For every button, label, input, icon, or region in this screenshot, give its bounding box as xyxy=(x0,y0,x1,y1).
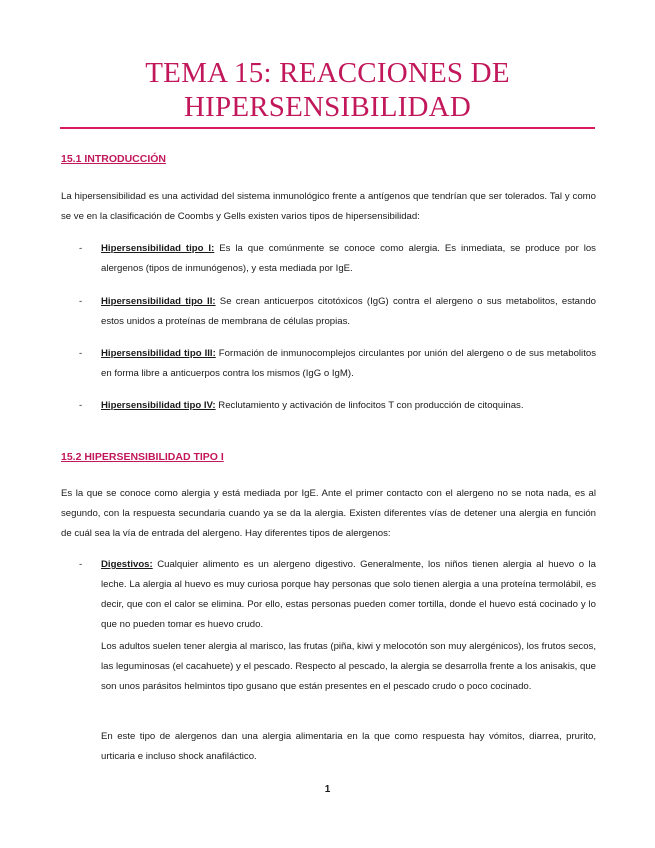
title-divider xyxy=(60,127,595,129)
title-line-2: HIPERSENSIBILIDAD xyxy=(184,91,471,123)
bullet-dash: - xyxy=(79,559,83,570)
term-type-4: Hipersensibilidad tipo IV: xyxy=(101,400,216,411)
digestivos-para-2-text: Los adultos suelen tener alergia al marisco, las frutas (piña, kiwi y melocotón son muy alergénicos), los frutos secos, las leguminosas (el cacahuete) y el pescado. Respecto al pescado, la alergia se desarrolla frente a los anisakis, que son unos parásitos helmintos tipo gusano que están presentes en el pescado crudo o poco cocinado. xyxy=(101,641,596,692)
title-line-1: TEMA 15: REACCIONES DE xyxy=(145,57,510,89)
desc-type-4: Reclutamiento y activación de linfocitos T con producción de citoquinas. xyxy=(215,400,524,411)
page-title xyxy=(0,56,655,124)
desc-type-2: Se crean anticuerpos citotóxicos (IgG) contra el alergeno o sus metabolitos, estando estos unidos a proteínas de membrana de células propias. xyxy=(101,296,597,327)
desc-digestivos: Cualquier alimento es un alergeno digestivo. Generalmente, los niños tienen alergia al huevo o la leche. La alergia al huevo es muy curiosa porque hay personas que solo tienen alergia a una proteína termolábil, es decir, que con el calor se elimina. Por ello, estas personas pueden comer tortilla, donde el huevo está cocinado y lo que no pueden tomar es huevo crudo. xyxy=(101,559,596,630)
section-2-intro: Es la que se conoce como alergia y está mediada por IgE. Ante el primer contacto con el alergeno no se nota nada, es al segundo, con la respuesta secundaria cuando ya se da la alergia. Existen diferentes vías de detener una alergia en función de cuál sea la vía de entrada del alergeno. Hay diferentes tipos de alergenos: xyxy=(61,488,596,539)
term-digestivos: Digestivos: xyxy=(101,559,153,570)
page-number: 1 xyxy=(324,784,331,795)
bullet-dash: - xyxy=(79,348,83,359)
section-1-intro: La hipersensibilidad es una actividad del sistema inmunológico frente a antígenos que tendrían que ser tolerados. Tal y como se ve en la clasificación de Coombs y Gells existen varios tipos de hipersensibilidad: xyxy=(61,191,596,222)
term-type-1: Hipersensibilidad tipo I: xyxy=(101,243,215,254)
desc-type-3: Formación de inmunocomplejos circulantes por unión del alergeno o de sus metabolitos en forma libre a anticuerpos contra los mismos (IgG o IgM). xyxy=(101,348,596,379)
bullet-dash: - xyxy=(79,243,83,254)
section-2-heading: 15.2 HIPERSENSIBILIDAD TIPO I xyxy=(61,451,224,463)
term-type-2: Hipersensibilidad tipo II: xyxy=(101,296,216,307)
bullet-dash: - xyxy=(79,400,83,411)
section-1-heading: 15.1 INTRODUCCIÓN xyxy=(61,153,167,165)
digestivos-para-3-text: En este tipo de alergenos dan una alergia alimentaria en la que como respuesta hay vómitos, diarrea, prurito, urticaria e incluso shock anafiláctico. xyxy=(101,731,596,762)
desc-type-1: Es la que comúnmente se conoce como alergia. Es inmediata, se produce por los alergenos (tipos de inmunógenos), y esta mediada por IgE. xyxy=(101,243,596,274)
bullet-dash: - xyxy=(79,296,83,307)
term-type-3: Hipersensibilidad tipo III: xyxy=(101,348,216,359)
